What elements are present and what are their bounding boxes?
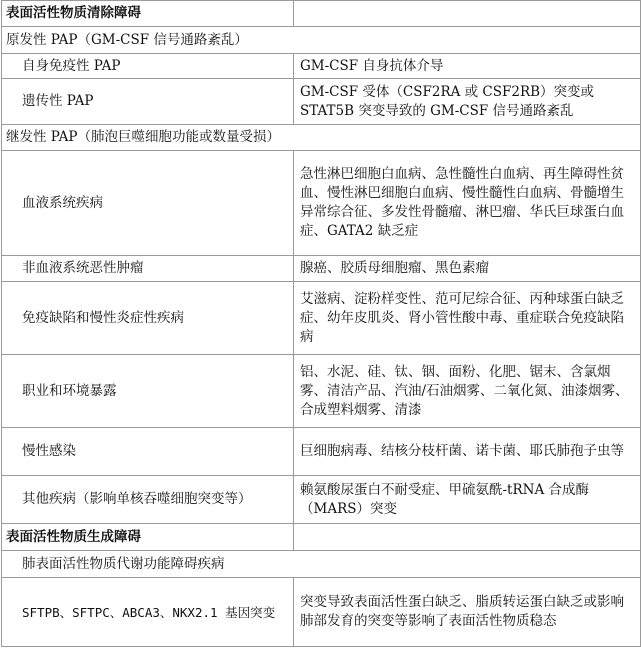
condition-name: 职业和环境暴露	[2, 355, 294, 428]
condition-name: 自身免疫性 PAP	[2, 54, 294, 79]
condition-desc: GM-CSF 受体（CSF2RA 或 CSF2RB）突变或 STAT5B 突变导致的 GM-CSF 信号通路紊乱	[294, 79, 641, 125]
table-row	[2, 578, 641, 647]
subsection-row-primary	[2, 27, 641, 54]
empty-cell	[294, 524, 641, 551]
table-row	[2, 428, 641, 476]
condition-desc: 赖氨酸尿蛋白不耐受症、甲硫氨酰-tRNA 合成酶（MARS）突变	[294, 476, 641, 524]
condition-name: 非血液系统恶性肿瘤	[2, 256, 294, 282]
empty-cell	[294, 1, 641, 27]
table-row	[2, 355, 641, 428]
subsection-title: 继发性 PAP（肺泡巨噬细胞功能或数量受损）	[2, 125, 641, 151]
condition-desc: 巨细胞病毒、结核分枝杆菌、诺卡菌、耶氏肺孢子虫等	[294, 428, 641, 476]
condition-name: 血液系统疾病	[2, 151, 294, 256]
pap-classification-table	[1, 0, 641, 647]
condition-name: 慢性感染	[2, 428, 294, 476]
section-row-clearance	[2, 1, 641, 27]
condition-desc: 艾滋病、淀粉样变性、范可尼综合征、丙种球蛋白缺乏症、幼年皮肌炎、肾小管性酸中毒、重症联合免疫缺陷病	[294, 282, 641, 355]
subsection-title: 原发性 PAP（GM-CSF 信号通路紊乱）	[2, 27, 641, 54]
condition-desc: 急性淋巴细胞白血病、急性髓性白血病、再生障碍性贫血、慢性淋巴细胞白血病、慢性髓性白血病、骨髓增生异常综合征、多发性骨髓瘤、淋巴瘤、华氏巨球蛋白血症、GATA2 缺乏症	[294, 151, 641, 256]
subsection-row-metabolism	[2, 551, 641, 578]
table-row	[2, 151, 641, 256]
table-row	[2, 476, 641, 524]
condition-name: SFTPB、SFTPC、ABCA3、NKX2.1 基因突变	[2, 578, 294, 647]
condition-name: 遗传性 PAP	[2, 79, 294, 125]
subsection-title: 肺表面活性物质代谢功能障碍疾病	[2, 551, 641, 578]
condition-desc: 腺癌、胶质母细胞瘤、黑色素瘤	[294, 256, 641, 282]
section-title: 表面活性物质生成障碍	[2, 524, 294, 551]
condition-desc: 突变导致表面活性蛋白缺乏、脂质转运蛋白缺乏或影响肺部发育的突变等影响了表面活性物质稳态	[294, 578, 641, 647]
subsection-row-secondary	[2, 125, 641, 151]
condition-desc: GM-CSF 自身抗体介导	[294, 54, 641, 79]
section-row-production	[2, 524, 641, 551]
table-row	[2, 256, 641, 282]
table-row	[2, 54, 641, 79]
condition-desc: 铝、水泥、硅、钛、铟、面粉、化肥、锯末、含氯烟雾、清洁产品、汽油/石油烟雾、二氧化氮、油漆烟雾、合成塑料烟雾、清漆	[294, 355, 641, 428]
table-row	[2, 282, 641, 355]
condition-name: 其他疾病（影响单核吞噬细胞突变等）	[2, 476, 294, 524]
table-row	[2, 79, 641, 125]
section-title: 表面活性物质清除障碍	[2, 1, 294, 27]
condition-name: 免疫缺陷和慢性炎症性疾病	[2, 282, 294, 355]
